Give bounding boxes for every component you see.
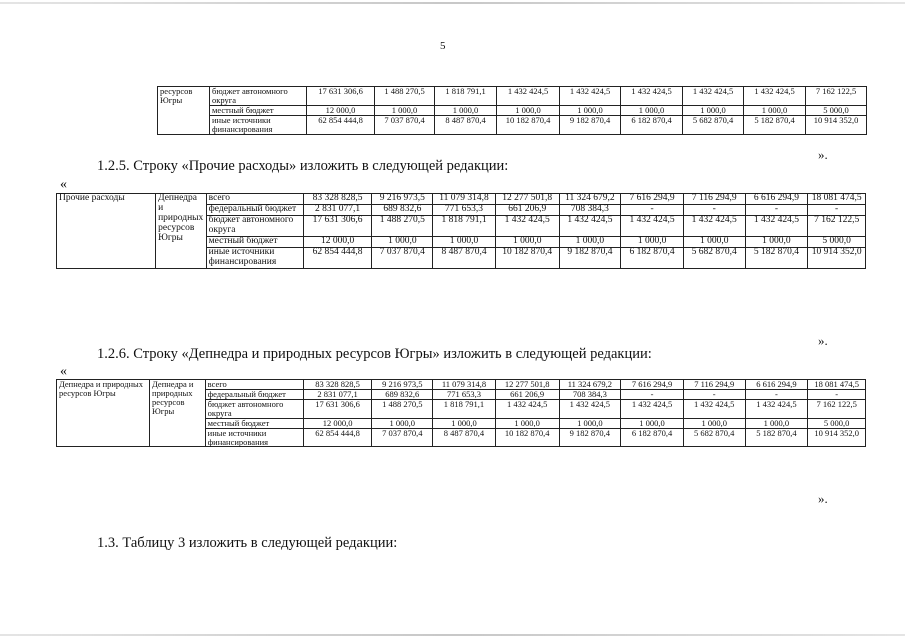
value-cell: 771 653,3 — [433, 389, 496, 399]
value-cell: 1 432 424,5 — [744, 87, 806, 106]
value-cell: 708 384,3 — [559, 204, 621, 215]
value-cell: 17 631 306,6 — [303, 215, 372, 236]
value-cell: 6 616 294,9 — [745, 194, 808, 205]
value-cell: 6 182 870,4 — [621, 247, 684, 268]
value-cell: 18 081 474,5 — [808, 194, 866, 205]
value-cell: 1 432 424,5 — [745, 399, 808, 418]
value-cell: 1 432 424,5 — [621, 399, 684, 418]
value-cell: 5 000,0 — [808, 418, 866, 428]
value-cell: 1 000,0 — [560, 105, 621, 115]
value-cell: 10 914 352,0 — [806, 115, 867, 134]
value-cell: 10 182 870,4 — [495, 428, 559, 447]
value-cell: 1 000,0 — [744, 105, 806, 115]
table-prochie-raskhody — [56, 193, 866, 269]
value-cell: 9 216 973,5 — [372, 194, 433, 205]
source-label-cell: иные источники финансирования — [206, 247, 303, 268]
executor-cell: Депнедра и природных ресурсов Югры — [150, 380, 206, 447]
value-cell: 11 079 314,8 — [433, 380, 496, 390]
value-cell: 17 631 306,6 — [303, 399, 372, 418]
value-cell: 1 432 424,5 — [683, 87, 744, 106]
value-cell: 1 488 270,5 — [375, 87, 435, 106]
source-label-cell: иные источники финансирования — [210, 115, 307, 134]
value-cell: 10 182 870,4 — [495, 247, 559, 268]
source-label-cell: бюджет автономного округа — [206, 215, 303, 236]
source-label-cell: федеральный бюджет — [205, 389, 303, 399]
value-cell: 12 277 501,8 — [495, 380, 559, 390]
value-cell: 1 432 424,5 — [497, 87, 560, 106]
value-cell: 10 914 352,0 — [808, 428, 866, 447]
value-cell: 8 487 870,4 — [435, 115, 497, 134]
value-cell: 9 182 870,4 — [559, 247, 621, 268]
value-cell: 1 000,0 — [621, 236, 684, 247]
value-cell: 1 000,0 — [745, 418, 808, 428]
value-cell: 1 432 424,5 — [559, 215, 621, 236]
value-cell: 5 682 870,4 — [683, 115, 744, 134]
source-label-cell: бюджет автономного округа — [205, 399, 303, 418]
value-cell: 8 487 870,4 — [433, 428, 496, 447]
source-label-cell: всего — [206, 194, 303, 205]
value-cell: 689 832,6 — [372, 389, 433, 399]
table-row — [57, 380, 866, 390]
heading-1-2-6: 1.2.6. Строку «Депнедра и природных ресурсов Югры» изложить в следующей редакции: — [97, 346, 652, 362]
executor-cell: ресурсов Югры — [158, 87, 210, 135]
open-quote-1: « — [60, 177, 67, 192]
value-cell: 7 162 122,5 — [806, 87, 867, 106]
value-cell: 1 000,0 — [745, 236, 808, 247]
value-cell: 83 328 828,5 — [303, 194, 372, 205]
value-cell: 12 277 501,8 — [495, 194, 559, 205]
table-row — [158, 115, 867, 134]
source-label-cell: местный бюджет — [210, 105, 307, 115]
value-cell: 9 182 870,4 — [559, 428, 621, 447]
value-cell: 10 914 352,0 — [808, 247, 866, 268]
value-cell: 1 000,0 — [433, 236, 496, 247]
value-cell: 771 653,3 — [433, 204, 496, 215]
table-row — [57, 194, 866, 205]
value-cell: 11 324 679,2 — [559, 380, 621, 390]
value-cell: 17 631 306,6 — [307, 87, 375, 106]
page-number: 5 — [440, 40, 446, 52]
value-cell: 5 000,0 — [808, 236, 866, 247]
value-cell: 1 432 424,5 — [495, 399, 559, 418]
value-cell: 7 162 122,5 — [808, 215, 866, 236]
value-cell: 7 116 294,9 — [683, 194, 745, 205]
value-cell: - — [808, 204, 866, 215]
value-cell: 1 000,0 — [683, 105, 744, 115]
value-cell: 1 000,0 — [683, 236, 745, 247]
row-title-cell: Прочие расходы — [57, 194, 156, 269]
value-cell: 6 182 870,4 — [621, 115, 683, 134]
value-cell: 2 831 077,1 — [303, 389, 372, 399]
value-cell: 1 432 424,5 — [621, 87, 683, 106]
value-cell: 1 000,0 — [372, 236, 433, 247]
source-label-cell: местный бюджет — [205, 418, 303, 428]
source-label-cell: бюджет автономного округа — [210, 87, 307, 106]
value-cell: - — [621, 204, 684, 215]
table-row — [158, 87, 867, 106]
value-cell: 62 854 444,8 — [307, 115, 375, 134]
value-cell: 7 116 294,9 — [683, 380, 745, 390]
source-label-cell: всего — [205, 380, 303, 390]
close-quote-2: ». — [818, 333, 828, 348]
value-cell: 1 432 424,5 — [745, 215, 808, 236]
value-cell: 1 432 424,5 — [683, 399, 745, 418]
value-cell: 83 328 828,5 — [303, 380, 372, 390]
value-cell: 5 182 870,4 — [744, 115, 806, 134]
value-cell: 1 432 424,5 — [560, 87, 621, 106]
value-cell: 661 206,9 — [495, 389, 559, 399]
value-cell: 7 616 294,9 — [621, 380, 684, 390]
value-cell: 1 000,0 — [433, 418, 496, 428]
value-cell: 7 037 870,4 — [375, 115, 435, 134]
source-label-cell: федеральный бюджет — [206, 204, 303, 215]
value-cell: 2 831 077,1 — [303, 204, 372, 215]
value-cell: 1 818 791,1 — [435, 87, 497, 106]
value-cell: 1 000,0 — [495, 236, 559, 247]
value-cell: 7 037 870,4 — [372, 247, 433, 268]
table-depnedra — [56, 379, 866, 447]
value-cell: 1 000,0 — [683, 418, 745, 428]
value-cell: 10 182 870,4 — [497, 115, 560, 134]
value-cell: - — [745, 204, 808, 215]
scan-edge-top — [0, 2, 905, 4]
value-cell: 9 182 870,4 — [560, 115, 621, 134]
value-cell: 1 432 424,5 — [621, 215, 684, 236]
value-cell: - — [621, 389, 684, 399]
close-quote-1: ». — [818, 147, 828, 162]
table-top — [157, 86, 867, 135]
heading-1-2-5: 1.2.5. Строку «Прочие расходы» изложить в следующей редакции: — [97, 158, 509, 174]
value-cell: 18 081 474,5 — [808, 380, 866, 390]
value-cell: 7 162 122,5 — [808, 399, 866, 418]
source-label-cell: иные источники финансирования — [205, 428, 303, 447]
value-cell: 1 000,0 — [621, 105, 683, 115]
close-quote-3: ». — [818, 491, 828, 506]
value-cell: 12 000,0 — [303, 236, 372, 247]
value-cell: 8 487 870,4 — [433, 247, 496, 268]
value-cell: - — [745, 389, 808, 399]
value-cell: 1 818 791,1 — [433, 215, 496, 236]
table-row — [158, 105, 867, 115]
value-cell: 1 000,0 — [559, 236, 621, 247]
value-cell: 1 488 270,5 — [372, 215, 433, 236]
value-cell: 1 432 424,5 — [559, 399, 621, 418]
value-cell: 1 432 424,5 — [495, 215, 559, 236]
heading-1-3: 1.3. Таблицу 3 изложить в следующей редакции: — [97, 535, 398, 551]
value-cell: 1 818 791,1 — [433, 399, 496, 418]
value-cell: 1 000,0 — [372, 418, 433, 428]
value-cell: - — [808, 389, 866, 399]
row-title-cell: Депнедра и природных ресурсов Югры — [57, 380, 150, 447]
value-cell: 11 324 679,2 — [559, 194, 621, 205]
value-cell: 6 616 294,9 — [745, 380, 808, 390]
open-quote-2: « — [60, 364, 67, 379]
value-cell: 5 000,0 — [806, 105, 867, 115]
value-cell: 1 488 270,5 — [372, 399, 433, 418]
value-cell: 5 182 870,4 — [745, 428, 808, 447]
value-cell: 1 432 424,5 — [683, 215, 745, 236]
value-cell: 9 216 973,5 — [372, 380, 433, 390]
value-cell: - — [683, 389, 745, 399]
value-cell: 708 384,3 — [559, 389, 621, 399]
value-cell: 7 037 870,4 — [372, 428, 433, 447]
executor-cell: Депнедра и природных ресурсов Югры — [156, 194, 207, 269]
value-cell: 1 000,0 — [495, 418, 559, 428]
value-cell: 62 854 444,8 — [303, 428, 372, 447]
value-cell: 1 000,0 — [621, 418, 684, 428]
value-cell: 5 182 870,4 — [745, 247, 808, 268]
value-cell: 1 000,0 — [435, 105, 497, 115]
value-cell: 1 000,0 — [497, 105, 560, 115]
value-cell: 661 206,9 — [495, 204, 559, 215]
value-cell: 1 000,0 — [375, 105, 435, 115]
value-cell: 62 854 444,8 — [303, 247, 372, 268]
value-cell: 7 616 294,9 — [621, 194, 684, 205]
value-cell: 11 079 314,8 — [433, 194, 496, 205]
source-label-cell: местный бюджет — [206, 236, 303, 247]
value-cell: 5 682 870,4 — [683, 247, 745, 268]
scan-edge-bottom — [0, 634, 905, 636]
value-cell: 12 000,0 — [307, 105, 375, 115]
value-cell: 6 182 870,4 — [621, 428, 684, 447]
value-cell: 1 000,0 — [559, 418, 621, 428]
value-cell: 12 000,0 — [303, 418, 372, 428]
value-cell: - — [683, 204, 745, 215]
value-cell: 5 682 870,4 — [683, 428, 745, 447]
value-cell: 689 832,6 — [372, 204, 433, 215]
